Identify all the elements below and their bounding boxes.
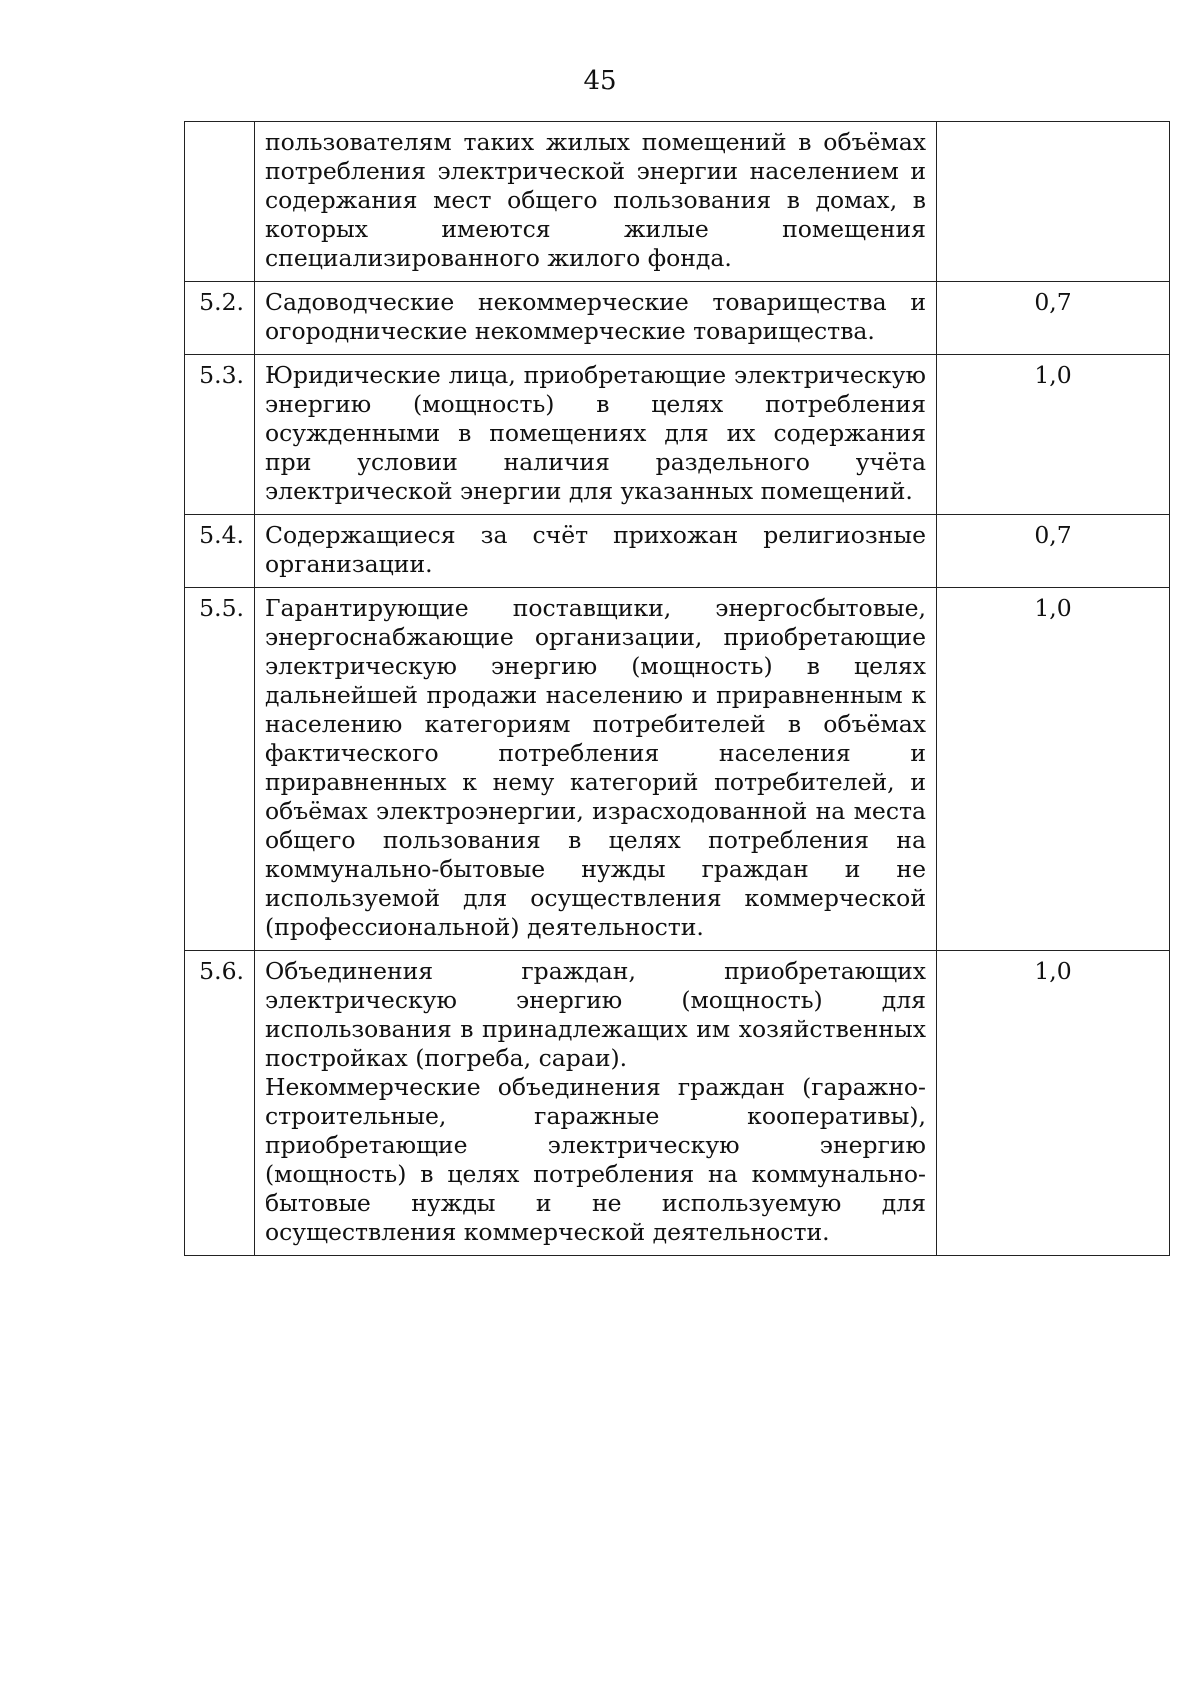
row-coefficient: 1,0 xyxy=(937,951,1170,1256)
table-row xyxy=(185,951,1170,1256)
table-row xyxy=(185,355,1170,515)
row-description xyxy=(255,515,937,588)
row-description xyxy=(255,282,937,355)
row-number: 5.4. xyxy=(185,515,255,588)
row-coefficient: 0,7 xyxy=(937,515,1170,588)
description-paragraph: Гарантирующие поставщики, энергосбытовые, энергоснабжающие организации, приобретающие электрическую энергию (мощность) в целях дальнейшей продажи населению и приравненным к населению категориям потребителей в объёмах фактического потребления населения и приравненных к нему категорий потребителей, и объёмах электроэнергии, израсходованной на места общего пользования в целях потребления на коммунально-бытовые нужды граждан и не используемой для осуществления коммерческой (профессиональной) деятельности. xyxy=(265,594,926,941)
row-description xyxy=(255,122,937,282)
row-number: 5.3. xyxy=(185,355,255,515)
row-number: 5.2. xyxy=(185,282,255,355)
page-number: 45 xyxy=(583,66,617,96)
table-row xyxy=(185,122,1170,282)
table-row xyxy=(185,282,1170,355)
description-paragraph: Садоводческие некоммерческие товарищества и огороднические некоммерческие товарищества. xyxy=(265,288,926,345)
description-paragraph: Объединения граждан, приобретающих электрическую энергию (мощность) для использования в принадлежащих им хозяйственных постройках (погреба, сараи). xyxy=(265,957,926,1072)
tariff-coefficient-table xyxy=(184,121,1170,1256)
row-number: 5.5. xyxy=(185,588,255,951)
row-description xyxy=(255,588,937,951)
row-coefficient xyxy=(937,122,1170,282)
description-paragraph: Некоммерческие объединения граждан (гаражно-строительные, гаражные кооперативы), приобретающие электрическую энергию (мощность) в целях потребления на коммунально-бытовые нужды и не используемую для осуществления коммерческой деятельности. xyxy=(265,1073,926,1246)
row-description xyxy=(255,951,937,1256)
table-row xyxy=(185,515,1170,588)
table-row xyxy=(185,588,1170,951)
row-coefficient: 1,0 xyxy=(937,355,1170,515)
row-number: 5.6. xyxy=(185,951,255,1256)
row-number xyxy=(185,122,255,282)
row-coefficient: 1,0 xyxy=(937,588,1170,951)
description-paragraph: Юридические лица, приобретающие электрическую энергию (мощность) в целях потребления осужденными в помещениях для их содержания при условии наличия раздельного учёта электрической энергии для указанных помещений. xyxy=(265,361,926,505)
row-description xyxy=(255,355,937,515)
description-paragraph: пользователям таких жилых помещений в объёмах потребления электрической энергии населением и содержания мест общего пользования в домах, в которых имеются жилые помещения специализированного жилого фонда. xyxy=(265,128,926,272)
description-paragraph: Содержащиеся за счёт прихожан религиозные организации. xyxy=(265,521,926,578)
row-coefficient: 0,7 xyxy=(937,282,1170,355)
